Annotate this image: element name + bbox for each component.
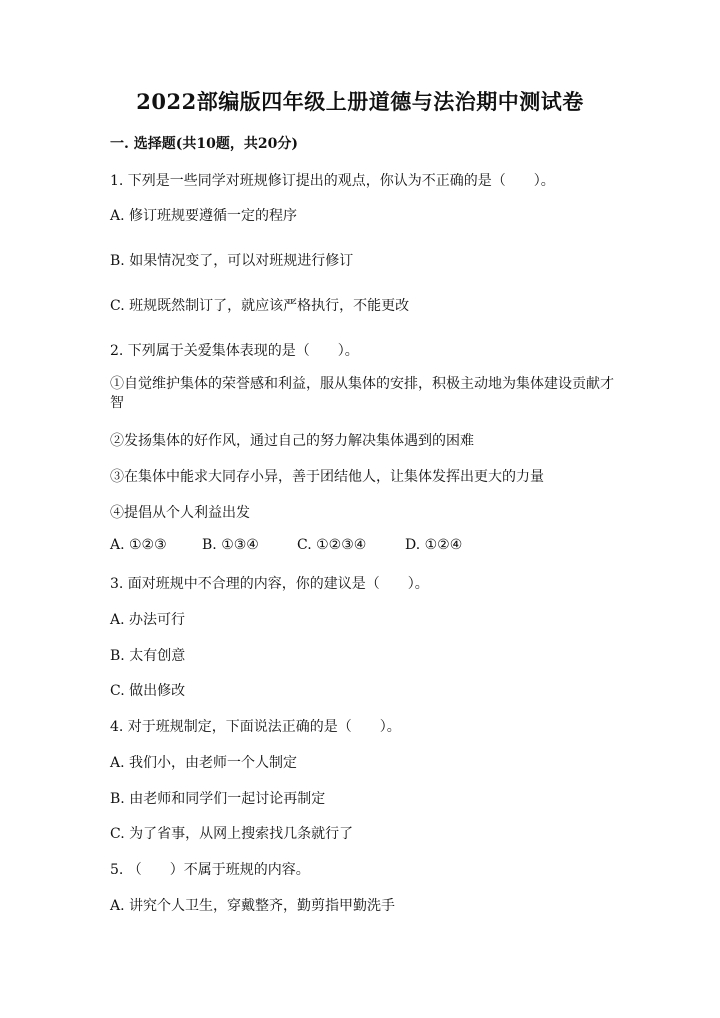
question-2-option-d: D. ①②④ xyxy=(405,537,463,553)
question-4-option-a: A. 我们小，由老师一个人制定 xyxy=(110,755,298,771)
question-2-option-b: B. ①③④ xyxy=(202,537,259,553)
question-2-stem: 2. 下列属于关爱集体表现的是（ ）。 xyxy=(110,343,359,359)
question-5-option-a: A. 讲究个人卫生，穿戴整齐，勤剪指甲勤洗手 xyxy=(110,898,396,914)
question-1-stem: 1. 下列是一些同学对班规修订提出的观点，你认为不正确的是（ ）。 xyxy=(110,173,555,189)
question-2-statement-4: ④提倡从个人利益出发 xyxy=(110,505,250,521)
question-3-option-a: A. 办法可行 xyxy=(110,612,186,628)
question-4-stem: 4. 对于班规制定，下面说法正确的是（ ）。 xyxy=(110,719,401,735)
question-1-option-c: C. 班规既然制订了，就应该严格执行，不能更改 xyxy=(110,298,410,314)
question-4-option-b: B. 由老师和同学们一起讨论再制定 xyxy=(110,791,326,807)
question-2-statement-2: ②发扬集体的好作风，通过自己的努力解决集体遇到的困难 xyxy=(110,433,474,449)
question-2-statement-3: ③在集体中能求大同存小异，善于团结他人，让集体发挥出更大的力量 xyxy=(110,469,544,485)
exam-title: 2022部编版四年级上册道德与法治期中测试卷 xyxy=(136,89,584,114)
question-3-option-c: C. 做出修改 xyxy=(110,683,186,699)
section-heading: 一. 选择题(共10题，共20分) xyxy=(110,136,298,152)
question-2-option-a: A. ①②③ xyxy=(110,537,167,553)
question-4-option-c: C. 为了省事，从网上搜索找几条就行了 xyxy=(110,826,354,842)
question-3-option-b: B. 太有创意 xyxy=(110,648,186,664)
question-5-stem: 5. （ ）不属于班规的内容。 xyxy=(110,862,310,878)
question-3-stem: 3. 面对班规中不合理的内容，你的建议是（ ）。 xyxy=(110,576,429,592)
question-2-option-c: C. ①②③④ xyxy=(297,537,367,553)
question-1-option-a: A. 修订班规要遵循一定的程序 xyxy=(110,208,298,224)
question-1-option-b: B. 如果情况变了，可以对班规进行修订 xyxy=(110,253,354,269)
question-2-statement-1: ①自觉维护集体的荣誉感和利益，服从集体的安排，积极主动地为集体建设贡献才智 xyxy=(110,376,614,411)
